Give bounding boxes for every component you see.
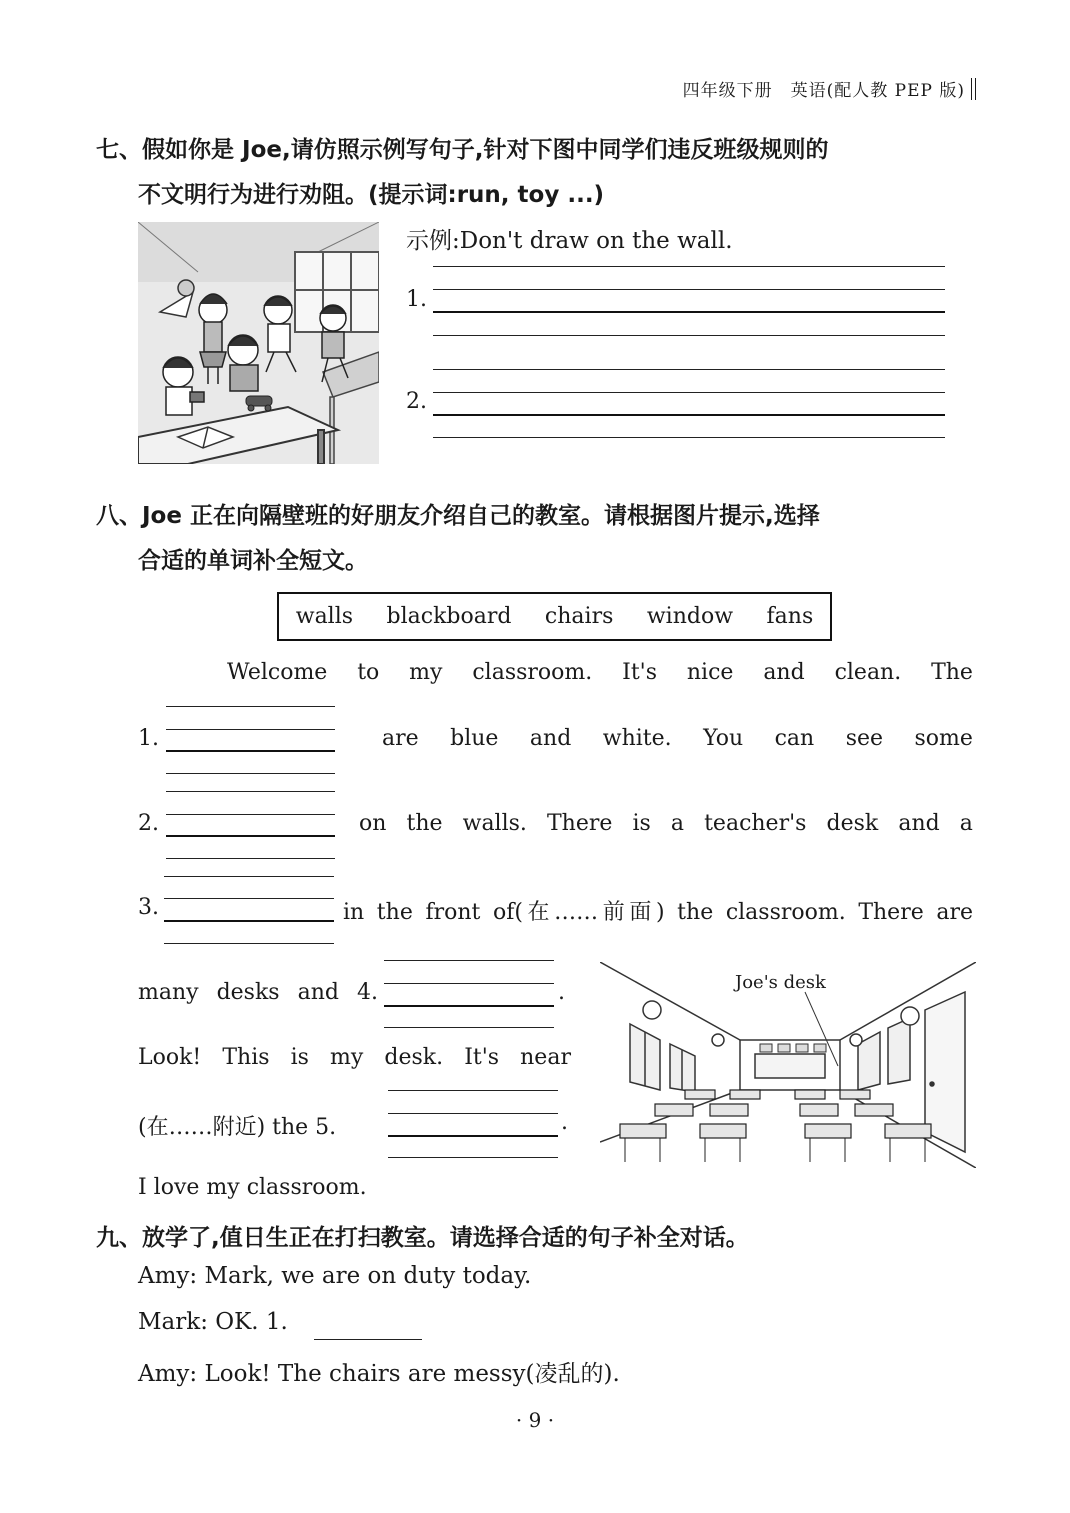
blackboard — [755, 1054, 825, 1078]
blank2-answer-line[interactable] — [166, 835, 335, 837]
desks — [620, 1090, 931, 1138]
passage-row-0: Welcome to my classroom. It's nice and clean. The — [227, 660, 973, 685]
writing-guide-1b — [433, 335, 945, 336]
classroom-illustration — [600, 962, 976, 1168]
blank3-answer-line[interactable] — [164, 920, 334, 922]
blank5-answer-line[interactable] — [388, 1135, 558, 1137]
blank2-guide-mid — [166, 814, 335, 815]
blank2-number: 2. — [138, 811, 159, 836]
section7-title-line2: 不文明行为进行劝阻。(提示词:run, toy ...) — [138, 182, 605, 208]
blank4-guide-top — [384, 960, 554, 961]
section9-title: 九、放学了,值日生正在打扫教室。请选择合适的句子补全对话。 — [96, 1225, 749, 1251]
blank5-guide-mid — [388, 1113, 558, 1114]
word-fans: fans — [766, 604, 814, 629]
section7-example: 示例:Don't draw on the wall. — [406, 228, 733, 254]
right-windows — [858, 1018, 910, 1090]
passage-row-7: I love my classroom. — [138, 1175, 367, 1200]
blank1-guide-bottom — [166, 773, 335, 774]
left-windows — [630, 1024, 695, 1092]
section8-title-line2: 合适的单词补全短文。 — [138, 548, 368, 574]
word-window: window — [646, 604, 734, 629]
passage-row-4: many desks and 4. — [138, 980, 378, 1005]
joes-desk-label: Joe's desk — [735, 972, 826, 993]
writing-guide-1a — [433, 289, 945, 290]
kids-misbehaving-illustration — [138, 222, 379, 464]
blank4-guide-mid — [384, 983, 554, 984]
section8-title-line1: 八、Joe 正在向隔壁班的好朋友介绍自己的教室。请根据图片提示,选择 — [96, 503, 820, 529]
page-header — [683, 76, 976, 101]
word-walls: walls — [295, 604, 354, 629]
blank5-period: . — [561, 1110, 568, 1135]
desk-legs — [625, 1138, 925, 1162]
dialog-line-3: Amy: Look! The chairs are messy(凌乱的). — [138, 1361, 620, 1387]
dialog-line-2: Mark: OK. 1. — [138, 1309, 288, 1335]
page-number: · 9 · — [515, 1408, 555, 1432]
blank1-guide-top — [166, 706, 335, 707]
blank3-guide-top — [164, 876, 334, 877]
passage-row-2: on the walls. There is a teacher's desk and a — [359, 811, 973, 836]
section7-num1: 1. — [406, 287, 427, 312]
example-guide-line — [433, 266, 945, 267]
header-text: 四年级下册 英语(配人教 PEP 版) — [682, 81, 965, 101]
blank2-guide-bottom — [166, 858, 335, 859]
passage-row-6: (在……附近) the 5. — [138, 1115, 337, 1140]
passage-row-3: in the front of(在……前面) the classroom. There are — [343, 900, 973, 925]
wall-pictures — [760, 1044, 826, 1052]
section7-num2: 2. — [406, 389, 427, 414]
word-chairs: chairs — [544, 604, 614, 629]
answer-line-2[interactable] — [433, 414, 945, 416]
blank2-guide-top — [166, 791, 335, 792]
word-blackboard: blackboard — [386, 604, 512, 629]
blank4-guide-bottom — [384, 1027, 554, 1028]
header-bar — [971, 78, 976, 100]
blank5-guide-bottom — [388, 1157, 558, 1158]
blank1-number: 1. — [138, 726, 159, 751]
dialog-line-1: Amy: Mark, we are on duty today. — [138, 1263, 532, 1289]
blank3-guide-bottom — [164, 943, 334, 944]
blank1-answer-line[interactable] — [166, 750, 335, 752]
blank1-guide-mid — [166, 729, 335, 730]
writing-guide-2b — [433, 392, 945, 393]
blank4-period: . — [558, 980, 565, 1005]
writing-guide-2a — [433, 369, 945, 370]
blank5-guide-top — [388, 1090, 558, 1091]
passage-row-1: are blue and white. You can see some — [382, 726, 973, 751]
word-bank — [277, 592, 832, 641]
blank4-answer-line[interactable] — [384, 1005, 554, 1007]
blank3-number: 3. — [138, 895, 159, 920]
blank3-guide-mid — [164, 898, 334, 899]
answer-line-1[interactable] — [433, 311, 945, 313]
writing-guide-2c — [433, 437, 945, 438]
section7-title-line1: 七、假如你是 Joe,请仿照示例写句子,针对下图中同学们违反班级规则的 — [96, 137, 829, 163]
dialog-blank-1[interactable] — [314, 1339, 422, 1340]
passage-row-5: Look! This is my desk. It's near — [138, 1045, 571, 1070]
